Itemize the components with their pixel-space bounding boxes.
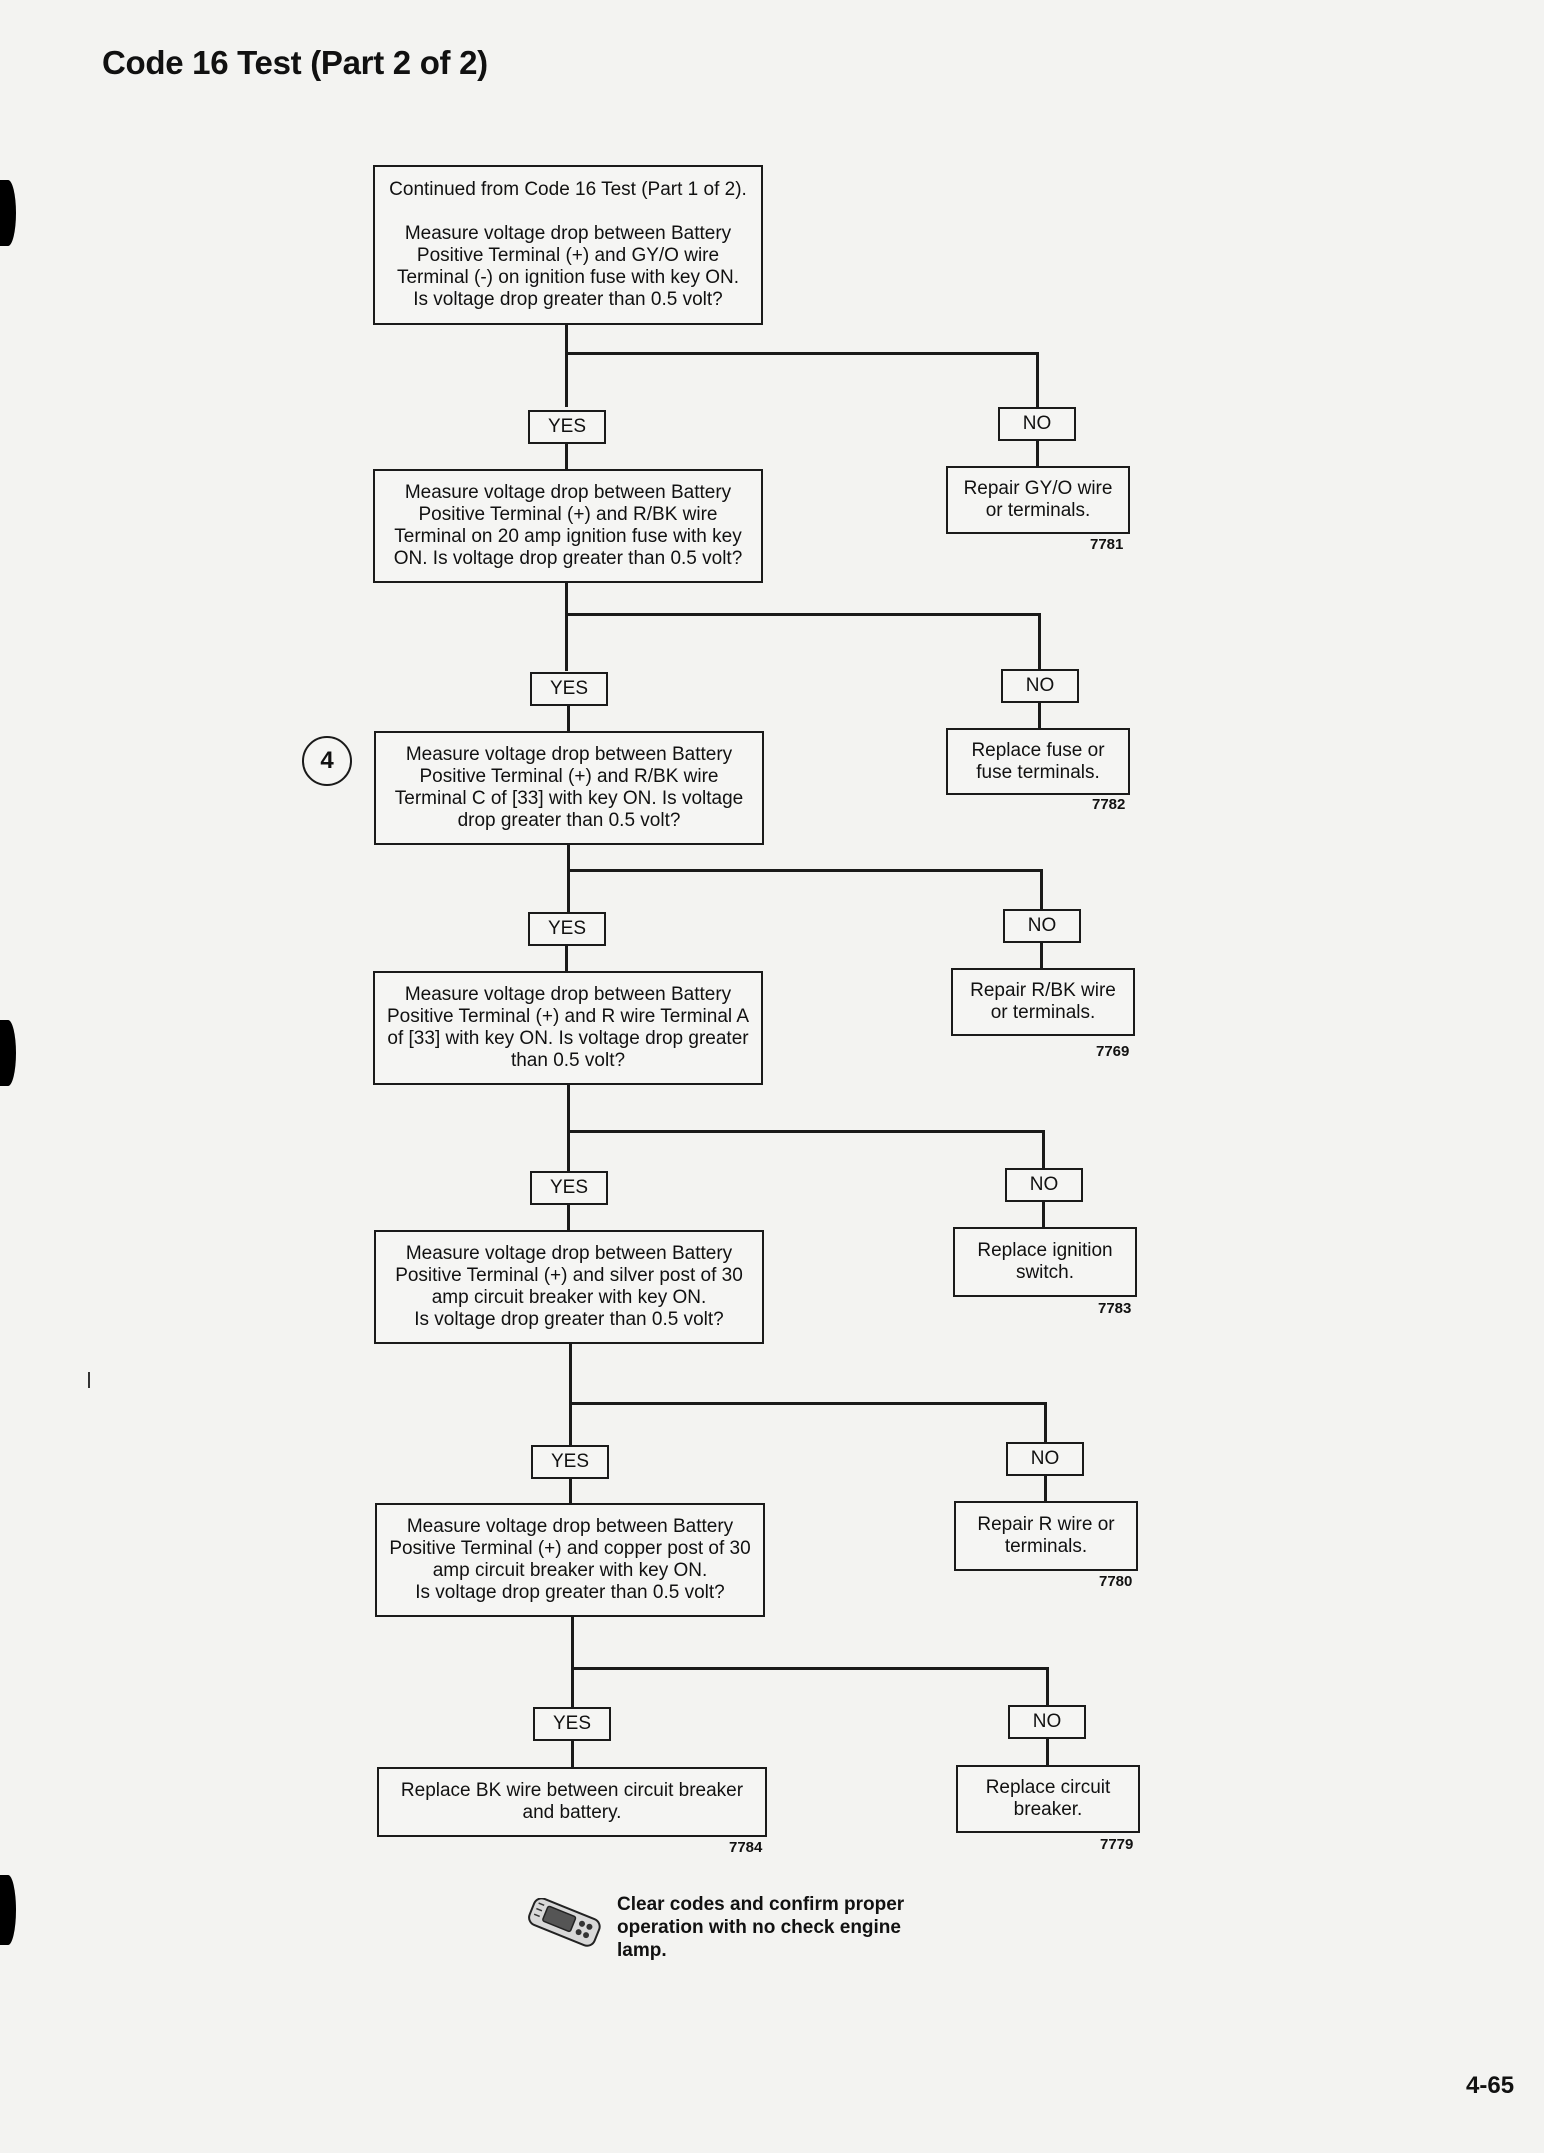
question-box-1 [373, 165, 763, 325]
connector [571, 1741, 574, 1767]
connector [567, 869, 1043, 872]
question-text-1: Continued from Code 16 Test (Part 1 of 2). Measure voltage drop between Battery Positive Terminal (+) and GY/O wire Terminal (-) on ignition fuse with key ON. Is voltage drop greater than 0.5 volt? [389, 179, 747, 310]
no-action-text-5: Repair R wire or terminals. [977, 1514, 1115, 1557]
no-action-box-3 [951, 968, 1135, 1036]
question-box-5 [374, 1230, 764, 1344]
question-text-6: Measure voltage drop between Battery Positive Terminal (+) and copper post of 30 amp circuit breaker with key ON. Is voltage drop greater than 0.5 volt? [389, 1516, 751, 1603]
step-marker: 4 [302, 736, 352, 786]
yes-label-1: YES [528, 410, 606, 444]
no-label-3: NO [1003, 909, 1081, 943]
question-text-5: Measure voltage drop between Battery Positive Terminal (+) and silver post of 30 amp circuit breaker with key ON. Is voltage drop greater than 0.5 volt? [395, 1243, 743, 1330]
no-action-box-5 [954, 1501, 1138, 1571]
connector [1036, 352, 1039, 407]
connector [567, 706, 570, 731]
connector [569, 1402, 1047, 1405]
no-action-text-1: Repair GY/O wire or terminals. [963, 478, 1113, 521]
no-action-text-6: Replace circuit breaker. [985, 1777, 1111, 1820]
no-action-box-1 [946, 466, 1130, 534]
final-action-text: Replace BK wire between circuit breaker and battery. [400, 1780, 744, 1823]
connector [569, 1479, 572, 1504]
no-label-1: NO [998, 407, 1076, 441]
question-box-4 [373, 971, 763, 1085]
reference-code-4: 7783 [1098, 1300, 1132, 1317]
no-label-2: NO [1001, 669, 1079, 703]
connector [1044, 1402, 1047, 1442]
connector [1042, 1202, 1045, 1227]
connector [565, 613, 1041, 616]
connector [571, 1617, 574, 1707]
question-box-2 [373, 469, 763, 583]
question-box-6 [375, 1503, 765, 1617]
question-text-3: Measure voltage drop between Battery Positive Terminal (+) and R/BK wire Terminal C of [33] with key ON. Is voltage drop greater than 0.5 volt? [394, 744, 744, 831]
yes-label-2: YES [530, 672, 608, 706]
connector [565, 583, 568, 671]
connector [565, 444, 568, 469]
page-title: Code 16 Test (Part 2 of 2) [102, 44, 488, 81]
connector [569, 1344, 572, 1445]
connector [1044, 1476, 1047, 1501]
reference-code-6: 7779 [1100, 1836, 1134, 1853]
yes-label-6: YES [533, 1707, 611, 1741]
no-action-box-6 [956, 1765, 1140, 1833]
reference-code-1: 7781 [1090, 536, 1124, 553]
reference-code-3: 7769 [1096, 1043, 1130, 1060]
question-text-2: Measure voltage drop between Battery Positive Terminal (+) and R/BK wire Terminal on 20 amp ignition fuse with key ON. Is voltage drop greater than 0.5 volt? [393, 482, 743, 569]
connector [565, 946, 568, 971]
connector [567, 845, 570, 912]
connector [567, 1085, 570, 1173]
connector [567, 1205, 570, 1230]
question-text-4: Measure voltage drop between Battery Positive Terminal (+) and R wire Terminal A of [33] with key ON. Is voltage drop greater than 0.5 volt? [386, 984, 750, 1071]
connector [1046, 1739, 1049, 1765]
final-action-box [377, 1767, 767, 1837]
connector [565, 325, 568, 407]
connector [1038, 613, 1041, 669]
no-action-box-4 [953, 1227, 1137, 1297]
connector [1038, 703, 1041, 728]
no-label-5: NO [1006, 1442, 1084, 1476]
no-label-4: NO [1005, 1168, 1083, 1202]
connector [565, 352, 1039, 355]
binder-hole-middle [0, 1020, 16, 1086]
binder-hole-bottom [0, 1875, 16, 1945]
yes-label-4: YES [530, 1171, 608, 1205]
yes-label-5: YES [531, 1445, 609, 1479]
no-action-box-2 [946, 728, 1130, 795]
clear-codes-note: Clear codes and confirm proper operation with no check engine lamp. [617, 1894, 905, 1961]
final-reference-code: 7784 [729, 1839, 763, 1856]
connector [571, 1667, 1049, 1670]
connector [567, 1130, 1045, 1133]
no-label-6: NO [1008, 1705, 1086, 1739]
question-box-3 [374, 731, 764, 845]
connector [1040, 943, 1043, 968]
connector [1040, 869, 1043, 911]
yes-label-3: YES [528, 912, 606, 946]
reference-code-5: 7780 [1099, 1573, 1133, 1590]
no-action-text-3: Repair R/BK wire or terminals. [970, 980, 1116, 1023]
connector [1036, 441, 1039, 466]
connector [1046, 1667, 1049, 1705]
scan-tool-icon [525, 1898, 603, 1948]
binder-hole-top [0, 180, 16, 246]
connector [1042, 1130, 1045, 1171]
no-action-text-4: Replace ignition switch. [977, 1240, 1113, 1283]
no-action-text-2: Replace fuse or fuse terminals. [971, 739, 1105, 783]
margin-mark [88, 1372, 90, 1388]
page-number: 4-65 [1466, 2072, 1515, 2099]
reference-code-2: 7782 [1092, 796, 1126, 813]
